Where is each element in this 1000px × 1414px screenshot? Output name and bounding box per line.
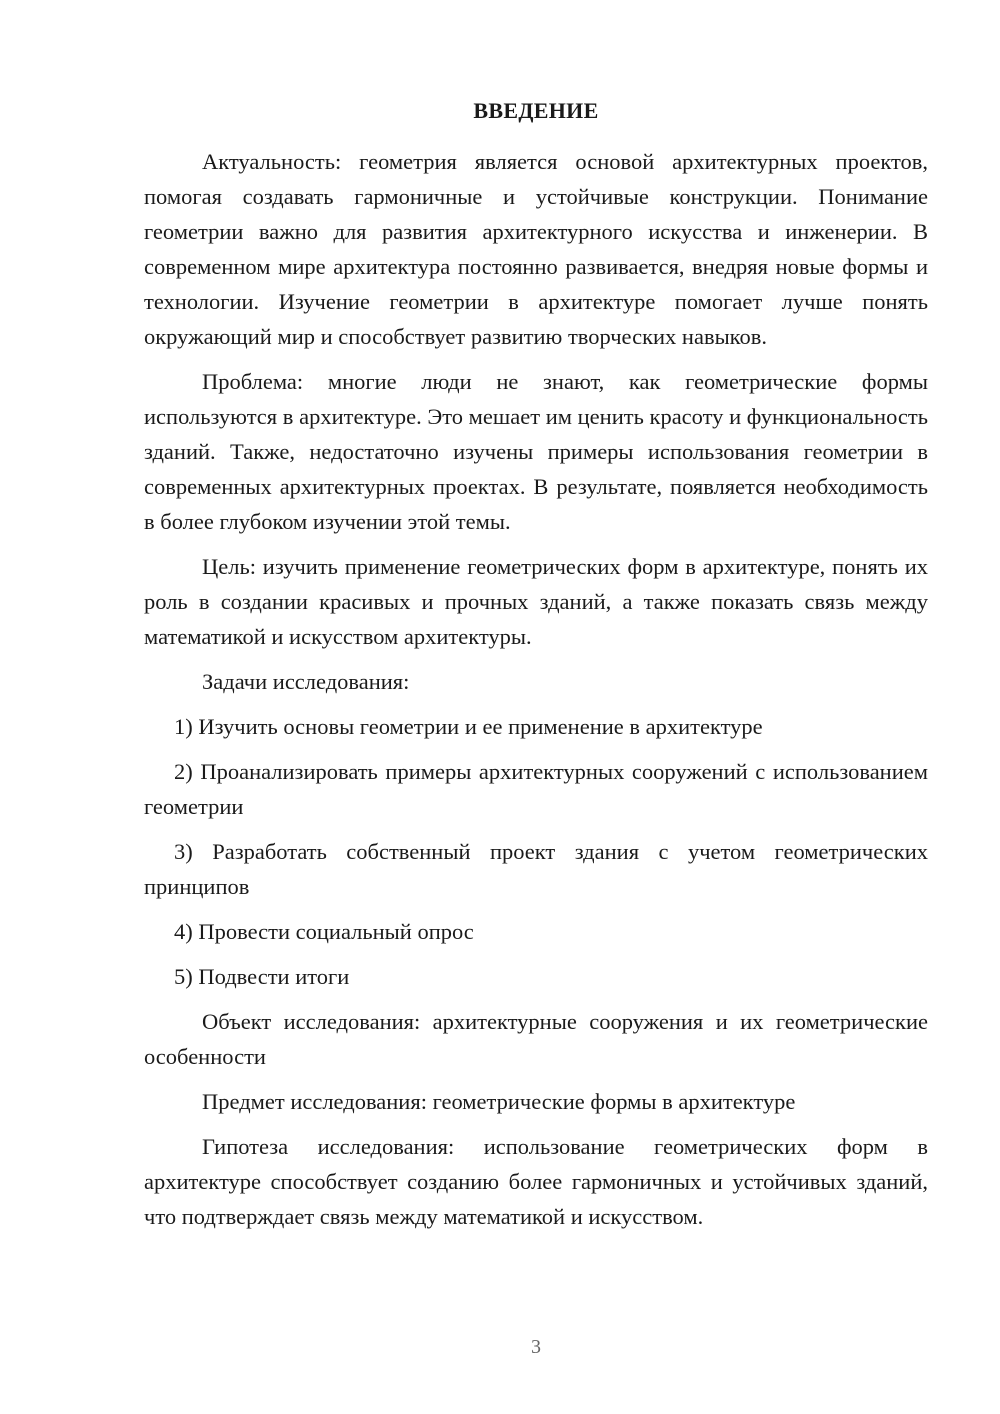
paragraph-goal: Цель: изучить применение геометрических форм в архитектуре, понять их роль в создании красивых и прочных зданий, а также показать связь между математикой и искусством архитектуры. [144,554,928,649]
paragraph-problem: Проблема: многие люди не знают, как геометрические формы используются в архитектуре. Это мешает им ценить красоту и функциональность зданий. Также, недостаточно изучены примеры использования геометрии в современных архитектурных проектах. В результате, появляется необходимость в более глубоком изучении этой темы. [144,369,928,534]
paragraph-relevance: Актуальность: геометрия является основой архитектурных проектов, помогая создавать гармоничные и устойчивые конструкции. Понимание геометрии важно для развития архитектурного искусства и инженерии. В современном мире архитектура постоянно развивается, внедряя новые формы и технологии. Изучение геометрии в архитектуре помогает лучше понять окружающий мир и способствует развитию творческих навыков. [144,149,928,349]
task-item-1: 1) Изучить основы геометрии и ее применение в архитектуре [174,714,763,739]
tasks-title: Задачи исследования: [202,669,410,694]
task-item-5: 5) Подвести итоги [174,964,350,989]
paragraph-hypothesis: Гипотеза исследования: использование геометрических форм в архитектуре способствует созданию более гармоничных и устойчивых зданий, что подтверждает связь между математикой и искусством. [144,1134,928,1229]
task-item-2: 2) Проанализировать примеры архитектурных сооружений с использованием геометрии [144,759,928,819]
body-text [144,144,928,1234]
paragraph-object: Объект исследования: архитектурные сооружения и их геометрические особенности [144,1009,928,1069]
section-heading: ВВЕДЕНИЕ [473,98,599,123]
page-number: 3 [531,1336,541,1358]
paragraph-subject: Предмет исследования: геометрические формы в архитектуре [202,1089,796,1114]
task-item-3: 3) Разработать собственный проект здания с учетом геометрических принципов [144,839,928,899]
task-item-4: 4) Провести социальный опрос [174,919,474,944]
